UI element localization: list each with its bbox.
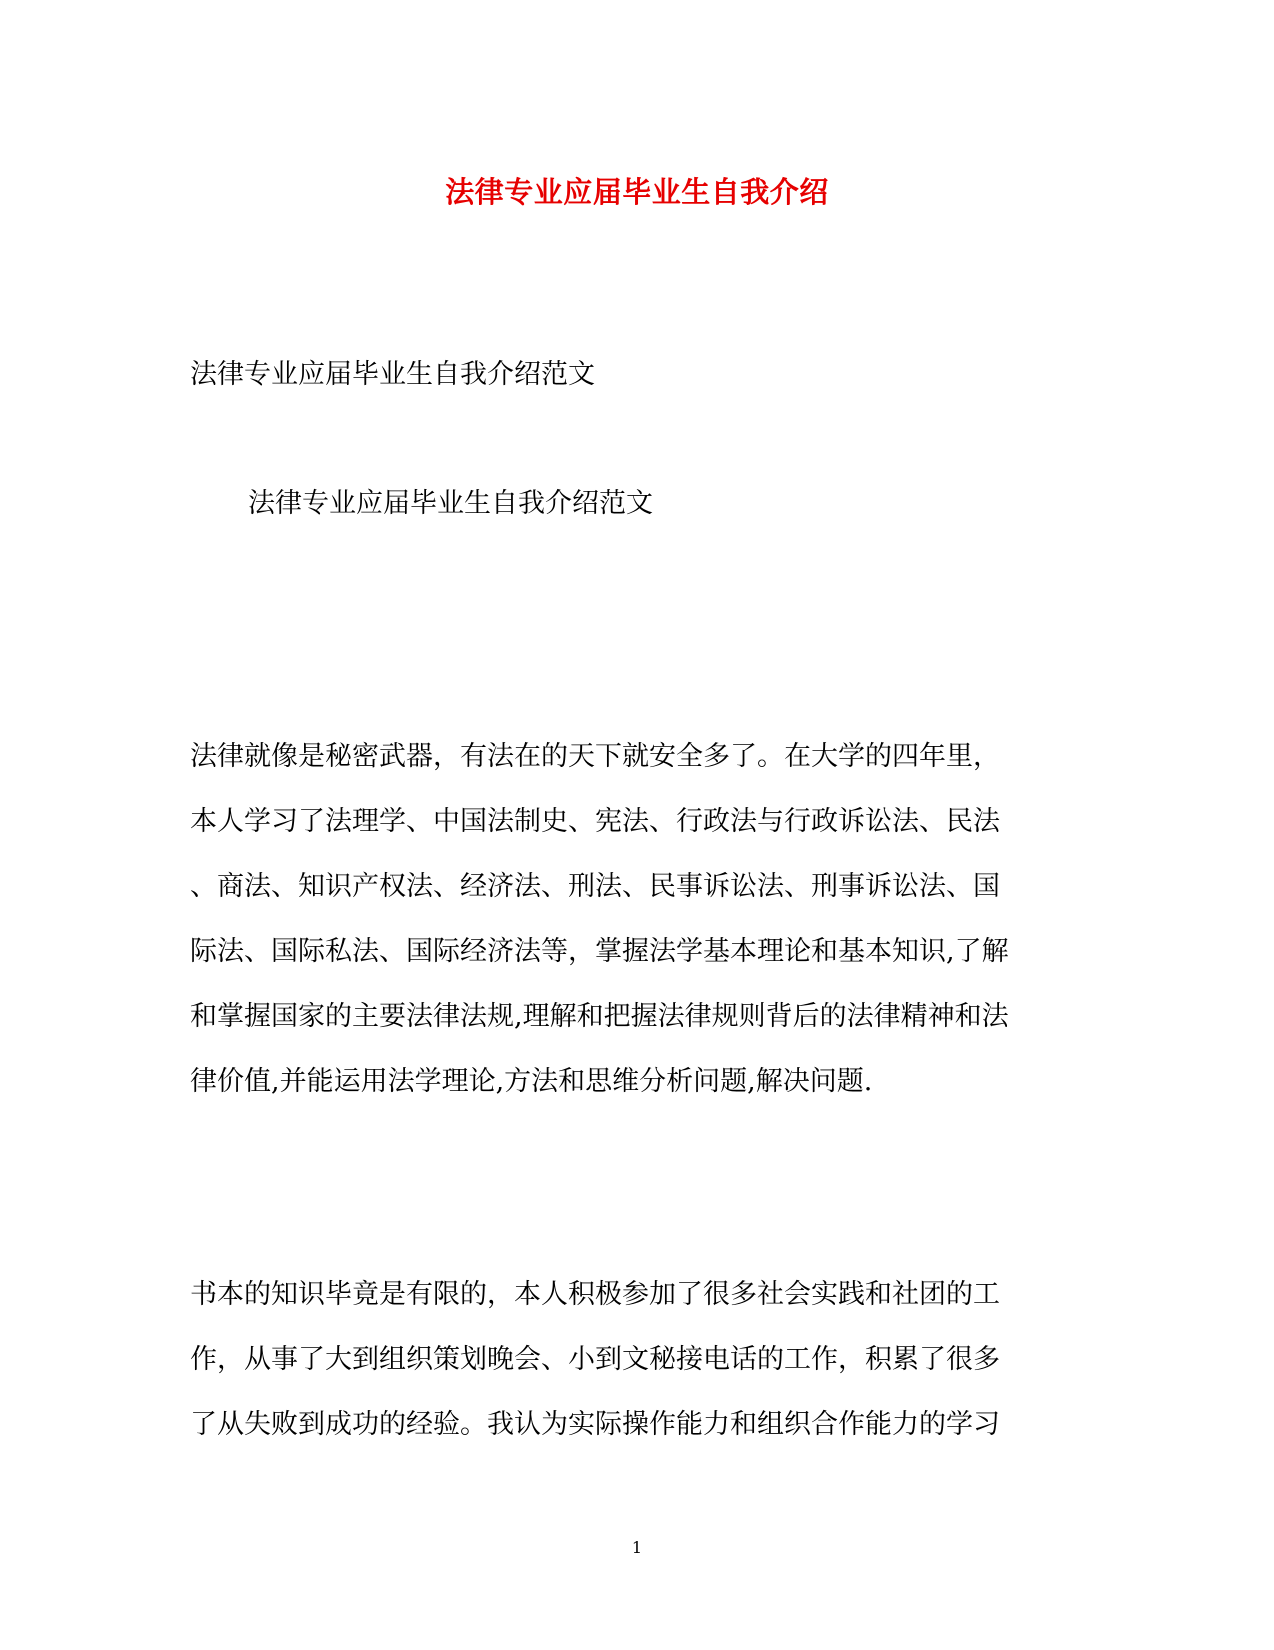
subtitle-indented: 法律专业应届毕业生自我介绍范文 [248,488,653,519]
paragraph-line: 作，从事了大到组织策划晚会、小到文秘接电话的工作，积累了很多 [190,1344,1000,1375]
paragraph-line: 本人学习了法理学、中国法制史、宪法、行政法与行政诉讼法、民法 [190,806,1000,837]
paragraph-line: 、商法、知识产权法、经济法、刑法、民事诉讼法、刑事诉讼法、国 [190,871,1000,902]
paragraph-line: 际法、国际私法、国际经济法等，掌握法学基本理论和基本知识,了解 [190,936,1009,967]
paragraph-line: 法律就像是秘密武器，有法在的天下就安全多了。在大学的四年里， [190,741,1000,772]
paragraph-line: 书本的知识毕竟是有限的，本人积极参加了很多社会实践和社团的工 [190,1279,1000,1310]
paragraph-line: 了从失败到成功的经验。我认为实际操作能力和组织合作能力的学习 [190,1409,1000,1440]
body-paragraph-2 [190,1262,1090,1457]
paragraph-line: 和掌握国家的主要法律法规,理解和把握法律规则背后的法律精神和法 [190,1001,1009,1032]
page-number: 1 [631,1538,643,1557]
paragraph-line: 律价值,并能运用法学理论,方法和思维分析问题,解决问题. [190,1066,873,1097]
body-paragraph-1 [190,724,1090,1114]
page-title: 法律专业应届毕业生自我介绍 [445,175,829,209]
subtitle: 法律专业应届毕业生自我介绍范文 [190,359,595,390]
